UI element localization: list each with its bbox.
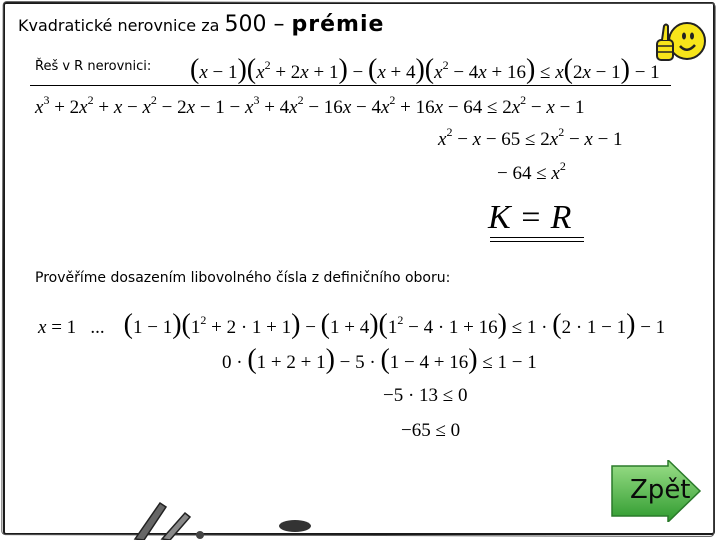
ink-blot-decoration (275, 517, 315, 533)
task-inequality: $(x - 1)(x^2 + 2x + 1) - (x + 4)(x^2 - 4x + 16) \le x(2x - 1) - 1$ (190, 54, 660, 85)
solution-step-1: $x^3 + 2x^2 + x - x^2 - 2x - 1 - x^3 + 4x^2 - 16x - 4x^2 + 16x - 64 \le 2x^2 - x - 1$ (35, 93, 585, 118)
verification-step-3: −5 · 13 ≤ 0 (383, 385, 468, 406)
pen-decoration-icon (130, 495, 210, 540)
divider-line (30, 85, 671, 86)
verification-step-1: x = 1 ... $(1 - 1)(1^2 + 2 \cdot 1 + 1) - (1 + 4)(1^2 - 4 \cdot 1 + 16) \le 1 \cdot (2 \cdot 1 - 1) - 1$ (38, 309, 666, 340)
solution-result: K = R (488, 199, 571, 237)
solution-step-3: − $64 \le x^2$ (497, 159, 566, 184)
thumbs-up-smiley-icon (653, 14, 707, 68)
verification-step-2: 0 · (1 + 2 + 1) − 5 · (1 − 4 + 16) ≤ 1 − 1 (222, 344, 537, 375)
solution-step-2: $x^2 - x - 65 \le 2x^2 - x - 1$ (438, 125, 623, 150)
task-label: Řeš v R nerovnici: (35, 59, 152, 74)
back-button[interactable]: Zpět (630, 475, 691, 505)
slide-title: Kvadratické nerovnice za 500 – prémie (18, 12, 385, 37)
verification-label: Prověříme dosazením libovolného čísla z definičního oboru: (35, 270, 451, 286)
verification-step-4: −65 ≤ 0 (401, 420, 461, 441)
